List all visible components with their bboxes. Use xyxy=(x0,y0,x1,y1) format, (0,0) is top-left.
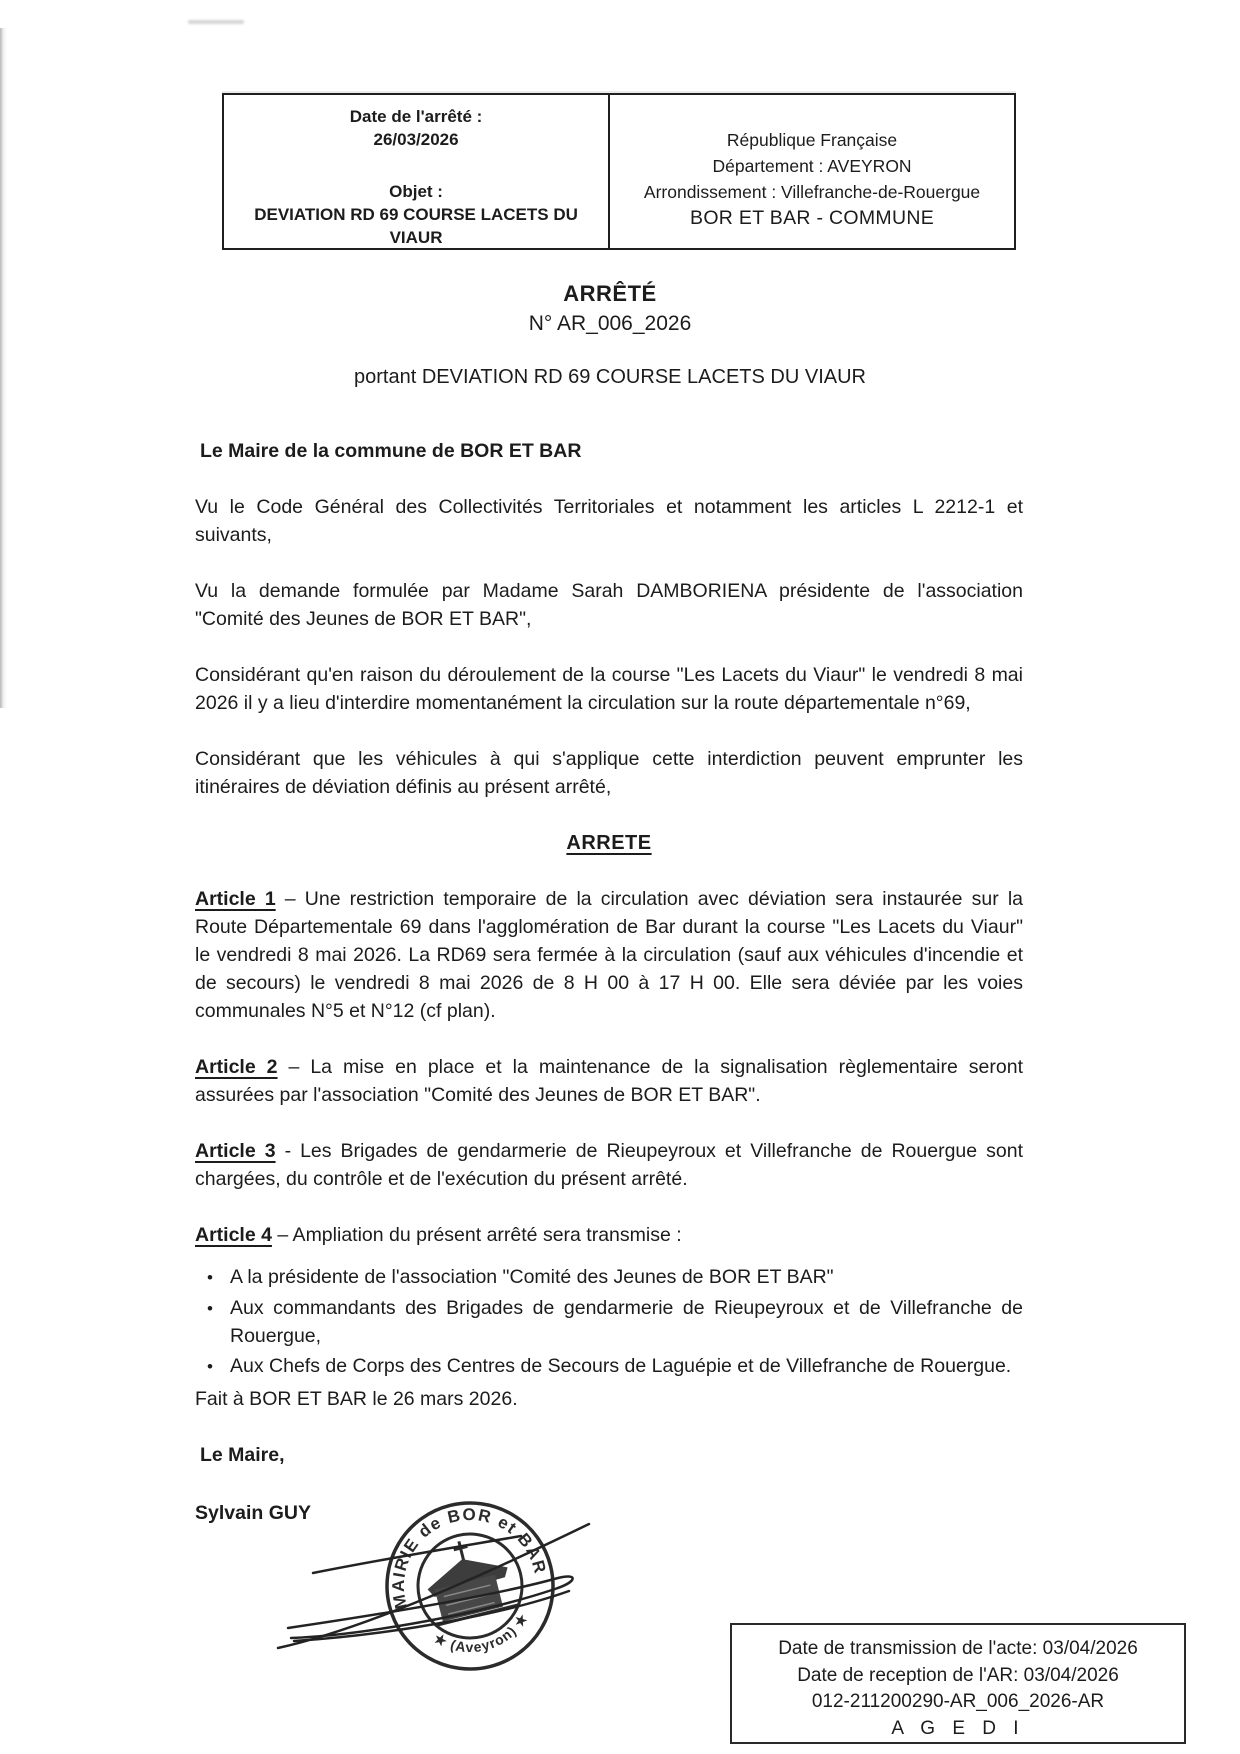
article-4 xyxy=(195,1221,1023,1249)
arrete-date-value: 26/03/2026 xyxy=(373,130,459,149)
list-item-text: A la présidente de l'association "Comité des Jeunes de BOR ET BAR" xyxy=(230,1266,834,1288)
signatory-name: Sylvain GUY xyxy=(195,1502,311,1524)
article-3-text: - Les Brigades de gendarmerie de Rieupeyroux et Villefranche de Rouergue sont chargées, du contrôle et de l'exécution du présent arrêté. xyxy=(195,1140,1023,1190)
act-reference-line: 012-211200290-AR_006_2026-AR xyxy=(811,1691,1105,1712)
transmission-list xyxy=(195,1263,1023,1381)
article-2-label: Article 2 xyxy=(195,1056,278,1078)
article-3 xyxy=(195,1137,1023,1193)
signature-role: Le Maire, xyxy=(200,1444,285,1466)
title-block xyxy=(195,279,1025,389)
list-item xyxy=(195,1294,1023,1350)
list-item xyxy=(195,1352,1023,1381)
document-body xyxy=(195,437,1023,1527)
stamp-arc-bottom-text: ★ (Aveyron) ★ xyxy=(431,1609,532,1656)
recital-vu-demande: Vu la demande formulée par Madame Sarah DAMBORIENA présidente de l'association "Comité des Jeunes de BOR ET BAR", xyxy=(195,580,1023,630)
recital-considerant-vehicules: Considérant que les véhicules à qui s'applique cette interdiction peuvent emprunter les itinéraires de déviation définis au présent arrêté, xyxy=(195,748,1023,798)
round-stamp xyxy=(369,1485,570,1686)
mayor-heading: Le Maire de la commune de BOR ET BAR xyxy=(200,440,582,462)
recital-considerant-course: Considérant qu'en raison du déroulement de la course "Les Lacets du Viaur" le vendredi 8 mai 2026 il y a lieu d'interdire momentanément la circulation sur la route départementale n°69, xyxy=(195,664,1023,714)
arrondissement-line: Arrondissement : Villefranche-de-Rouergue xyxy=(643,182,981,202)
list-item-text: Aux Chefs de Corps des Centres de Secours de Laguépie et de Villefranche de Rouergue. xyxy=(230,1355,1012,1377)
arrete-date-label: Date de l'arrêté : xyxy=(349,107,483,126)
agedi-line: A G E D I xyxy=(891,1717,1025,1739)
recital-vu-code: Vu le Code Général des Collectivités Territoriales et notamment les articles L 2212-1 et suivants, xyxy=(195,496,1023,546)
document-title: ARRÊTÉ xyxy=(563,281,657,306)
object-value: DEVIATION RD 69 COURSE LACETS DU VIAUR xyxy=(254,205,578,247)
commune-line: BOR ET BAR - COMMUNE xyxy=(690,207,935,229)
article-3-label: Article 3 xyxy=(195,1140,276,1162)
header-left-cell xyxy=(224,95,608,248)
reception-date-line: Date de reception de l'AR: 03/04/2026 xyxy=(797,1664,1119,1686)
list-item-text: Aux commandants des Brigades de gendarmerie de Rieupeyroux et de Villefranche de Rouergue, xyxy=(230,1297,1023,1347)
department-line: Département : AVEYRON xyxy=(712,156,912,176)
transmission-date-line: Date de transmission de l'acte: 03/04/2026 xyxy=(778,1638,1138,1659)
bullet-icon xyxy=(195,1352,230,1381)
article-4-label: Article 4 xyxy=(195,1224,272,1246)
article-1-label: Article 1 xyxy=(195,888,276,910)
republic-line: République Française xyxy=(726,130,898,150)
document-subject: portant DEVIATION RD 69 COURSE LACETS DU VIAUR xyxy=(354,366,866,388)
transmission-info-box xyxy=(730,1623,1186,1744)
stamp-arc-top-text: MAIRIE de BOR et BAR xyxy=(388,1505,551,1611)
header-table xyxy=(222,93,1016,250)
article-2-text: – La mise en place et la maintenance de la signalisation règlementaire seront assurées par l'association "Comité des Jeunes de BOR ET BAR". xyxy=(195,1056,1024,1106)
article-1-text: – Une restriction temporaire de la circulation avec déviation sera instaurée sur la Route Départementale 69 dans l'agglomération de Bar durant la course "Les Lacets du Viaur" le vendredi 8 mai 2026. La RD69 sera fermée à la circulation (sauf aux véhicules d'incendie et de secours) le vendredi 8 mai 2026 de 8 H 00 à 17 H 00. Elle sera déviée par les voies communales N°5 et N°12 (cf plan). xyxy=(195,888,1023,1022)
bullet-icon xyxy=(195,1263,230,1292)
scan-artifact-top-smudge xyxy=(188,20,244,24)
article-4-text: – Ampliation du présent arrêté sera transmise : xyxy=(271,1224,682,1246)
scan-artifact-left-edge xyxy=(0,28,7,708)
header-right-cell xyxy=(608,95,1014,248)
mayor-stamp-and-signature xyxy=(258,1478,600,1696)
article-1 xyxy=(195,885,1023,1025)
object-label: Objet : xyxy=(389,182,443,201)
signature-stroke xyxy=(288,1576,573,1638)
closing-line: Fait à BOR ET BAR le 26 mars 2026. xyxy=(195,1388,518,1410)
header-left-spacer xyxy=(238,151,594,180)
article-2 xyxy=(195,1053,1023,1109)
bullet-icon xyxy=(195,1294,230,1350)
arrete-heading: ARRETE xyxy=(566,832,652,854)
document-number: N° AR_006_2026 xyxy=(528,312,692,335)
list-item xyxy=(195,1263,1023,1292)
